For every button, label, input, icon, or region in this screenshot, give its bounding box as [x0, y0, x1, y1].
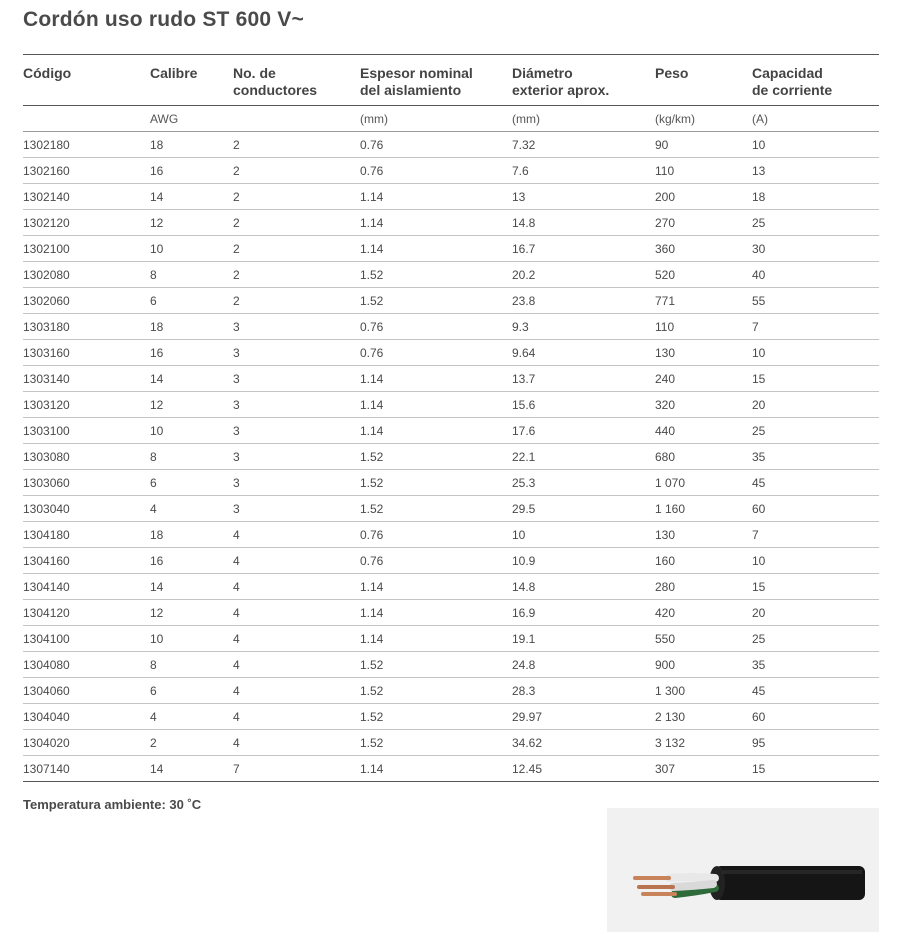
- table-cell: 13: [752, 158, 879, 184]
- table-row: [23, 548, 879, 574]
- table-cell: 1.14: [360, 210, 512, 236]
- column-header-line: Código: [23, 65, 72, 81]
- table-cell: 0.76: [360, 522, 512, 548]
- table-cell: 6: [150, 678, 233, 704]
- ambient-temperature-note: Temperatura ambiente: 30 ˚C: [23, 797, 202, 812]
- table-cell: 1302120: [23, 210, 150, 236]
- table-cell: 110: [655, 158, 752, 184]
- table-cell: 14: [150, 366, 233, 392]
- table-cell: 90: [655, 132, 752, 158]
- table-cell: 1304100: [23, 626, 150, 652]
- table-cell: 1.14: [360, 756, 512, 782]
- column-header-line: Diámetro: [512, 65, 573, 81]
- table-cell: 1302060: [23, 288, 150, 314]
- table-cell: 3: [233, 470, 360, 496]
- table-cell: 110: [655, 314, 752, 340]
- table-cell: 1303120: [23, 392, 150, 418]
- table-cell: 280: [655, 574, 752, 600]
- table-cell: 10: [150, 418, 233, 444]
- table-units-row: [23, 106, 879, 132]
- table-cell: 4: [150, 704, 233, 730]
- table-header-row: [23, 55, 879, 106]
- table-cell: 1304060: [23, 678, 150, 704]
- table-row: [23, 730, 879, 756]
- table-cell: 1 160: [655, 496, 752, 522]
- table-row: [23, 652, 879, 678]
- table-cell: 1.14: [360, 184, 512, 210]
- column-header-line: Espesor nominal: [360, 65, 473, 81]
- column-header-line: exterior aprox.: [512, 82, 610, 98]
- table-cell: 1304040: [23, 704, 150, 730]
- table-cell: 1.52: [360, 262, 512, 288]
- table-cell: 1302180: [23, 132, 150, 158]
- table-row: [23, 366, 879, 392]
- table-cell: 3: [233, 340, 360, 366]
- table-cell: 3: [233, 314, 360, 340]
- table-cell: 1303040: [23, 496, 150, 522]
- table-cell: 9.3: [512, 314, 655, 340]
- table-cell: 6: [150, 288, 233, 314]
- table-cell: 4: [233, 600, 360, 626]
- table-cell: 18: [150, 314, 233, 340]
- table-cell: 1304140: [23, 574, 150, 600]
- table-cell: 130: [655, 522, 752, 548]
- table-cell: 12.45: [512, 756, 655, 782]
- table-cell: 24.8: [512, 652, 655, 678]
- column-header: [23, 55, 150, 106]
- table-cell: 4: [233, 548, 360, 574]
- table-cell: 60: [752, 704, 879, 730]
- column-header-line: Peso: [655, 65, 689, 81]
- table-cell: 1302160: [23, 158, 150, 184]
- table-cell: 1303080: [23, 444, 150, 470]
- table-cell: 25: [752, 626, 879, 652]
- table-cell: 29.97: [512, 704, 655, 730]
- table-cell: 15: [752, 366, 879, 392]
- table-cell: 3: [233, 496, 360, 522]
- table-row: [23, 470, 879, 496]
- column-header-line: Calibre: [150, 65, 198, 81]
- table-cell: 2: [233, 132, 360, 158]
- table-cell: 1.52: [360, 496, 512, 522]
- table-cell: 18: [752, 184, 879, 210]
- table-cell: 16: [150, 548, 233, 574]
- table-cell: 13: [512, 184, 655, 210]
- table-cell: 1.14: [360, 236, 512, 262]
- table-cell: 8: [150, 444, 233, 470]
- unit-cell: (mm): [512, 106, 655, 132]
- table-cell: 7: [752, 522, 879, 548]
- table-cell: 8: [150, 262, 233, 288]
- column-header: [655, 55, 752, 106]
- table-cell: 4: [233, 522, 360, 548]
- table-row: [23, 210, 879, 236]
- table-cell: 0.76: [360, 158, 512, 184]
- table-cell: 1.52: [360, 470, 512, 496]
- table-row: [23, 340, 879, 366]
- table-cell: 1.14: [360, 626, 512, 652]
- column-header-line: Capacidad: [752, 65, 823, 81]
- table-cell: 4: [233, 730, 360, 756]
- table-cell: 1.14: [360, 600, 512, 626]
- table-cell: 1302140: [23, 184, 150, 210]
- table-cell: 15.6: [512, 392, 655, 418]
- table-cell: 15: [752, 756, 879, 782]
- table-cell: 18: [150, 522, 233, 548]
- table-cell: 1304120: [23, 600, 150, 626]
- table-cell: 1303140: [23, 366, 150, 392]
- table-cell: 130: [655, 340, 752, 366]
- table-cell: 17.6: [512, 418, 655, 444]
- table-cell: 22.1: [512, 444, 655, 470]
- column-header-line: conductores: [233, 82, 318, 98]
- table-row: [23, 392, 879, 418]
- unit-cell: AWG: [150, 106, 233, 132]
- table-cell: 95: [752, 730, 879, 756]
- table-cell: 900: [655, 652, 752, 678]
- table-cell: 45: [752, 470, 879, 496]
- table-cell: 1.52: [360, 704, 512, 730]
- table-cell: 680: [655, 444, 752, 470]
- table-cell: 270: [655, 210, 752, 236]
- table-cell: 2: [233, 236, 360, 262]
- white-conductor-2: [673, 884, 713, 887]
- table-cell: 14: [150, 574, 233, 600]
- table-cell: 1.14: [360, 418, 512, 444]
- table-cell: 14.8: [512, 210, 655, 236]
- column-header-line: del aislamiento: [360, 82, 462, 98]
- table-cell: 9.64: [512, 340, 655, 366]
- table-cell: 20: [752, 392, 879, 418]
- table-cell: 10: [752, 340, 879, 366]
- table-row: [23, 522, 879, 548]
- table-cell: 1303100: [23, 418, 150, 444]
- table-row: [23, 314, 879, 340]
- table-cell: 15: [752, 574, 879, 600]
- table-cell: 3: [233, 392, 360, 418]
- table-cell: 520: [655, 262, 752, 288]
- table-cell: 12: [150, 210, 233, 236]
- table-cell: 12: [150, 392, 233, 418]
- table-cell: 1302080: [23, 262, 150, 288]
- table-cell: 12: [150, 600, 233, 626]
- table-cell: 1.52: [360, 730, 512, 756]
- table-cell: 10: [150, 626, 233, 652]
- table-cell: 160: [655, 548, 752, 574]
- table-cell: 55: [752, 288, 879, 314]
- table-row: [23, 132, 879, 158]
- column-header: [150, 55, 233, 106]
- table-row: [23, 496, 879, 522]
- table-cell: 3: [233, 366, 360, 392]
- table-cell: 16: [150, 340, 233, 366]
- table-cell: 10: [512, 522, 655, 548]
- table-row: [23, 184, 879, 210]
- table-cell: 1307140: [23, 756, 150, 782]
- table-cell: 360: [655, 236, 752, 262]
- table-cell: 30: [752, 236, 879, 262]
- table-cell: 6: [150, 470, 233, 496]
- unit-cell: [23, 106, 150, 132]
- table-cell: 40: [752, 262, 879, 288]
- cable-photo: [607, 808, 879, 932]
- table-cell: 25: [752, 210, 879, 236]
- table-cell: 28.3: [512, 678, 655, 704]
- table-cell: 0.76: [360, 548, 512, 574]
- table-cell: 0.76: [360, 340, 512, 366]
- table-cell: 2: [233, 210, 360, 236]
- table-cell: 550: [655, 626, 752, 652]
- table-cell: 1 300: [655, 678, 752, 704]
- table-cell: 1.52: [360, 652, 512, 678]
- spec-table: [23, 54, 879, 782]
- table-cell: 25.3: [512, 470, 655, 496]
- table-row: [23, 236, 879, 262]
- table-cell: 4: [233, 574, 360, 600]
- table-cell: 2: [233, 262, 360, 288]
- table-cell: 2: [233, 158, 360, 184]
- table-row: [23, 574, 879, 600]
- table-cell: 2: [150, 730, 233, 756]
- table-cell: 440: [655, 418, 752, 444]
- table-cell: 1303180: [23, 314, 150, 340]
- table-cell: 1304160: [23, 548, 150, 574]
- table-cell: 1.14: [360, 366, 512, 392]
- table-cell: 16.7: [512, 236, 655, 262]
- table-cell: 1303060: [23, 470, 150, 496]
- table-row: [23, 704, 879, 730]
- table-cell: 1304020: [23, 730, 150, 756]
- table-cell: 1304180: [23, 522, 150, 548]
- table-cell: 7.32: [512, 132, 655, 158]
- column-header: [360, 55, 512, 106]
- unit-cell: (A): [752, 106, 879, 132]
- column-header-line: de corriente: [752, 82, 833, 98]
- column-header: [233, 55, 360, 106]
- table-cell: 2 130: [655, 704, 752, 730]
- table-cell: 240: [655, 366, 752, 392]
- table-cell: 4: [233, 678, 360, 704]
- table-cell: 29.5: [512, 496, 655, 522]
- white-conductor: [669, 877, 715, 878]
- table-cell: 14: [150, 184, 233, 210]
- table-cell: 19.1: [512, 626, 655, 652]
- table-row: [23, 600, 879, 626]
- table-cell: 4: [233, 626, 360, 652]
- table-cell: 1 070: [655, 470, 752, 496]
- table-cell: 0.76: [360, 132, 512, 158]
- table-cell: 2: [233, 184, 360, 210]
- table-cell: 320: [655, 392, 752, 418]
- table-cell: 3 132: [655, 730, 752, 756]
- table-cell: 14: [150, 756, 233, 782]
- table-cell: 16.9: [512, 600, 655, 626]
- table-cell: 16: [150, 158, 233, 184]
- table-row: [23, 678, 879, 704]
- table-cell: 7.6: [512, 158, 655, 184]
- table-cell: 23.8: [512, 288, 655, 314]
- table-cell: 1.14: [360, 392, 512, 418]
- table-cell: 771: [655, 288, 752, 314]
- unit-cell: [233, 106, 360, 132]
- table-row: [23, 262, 879, 288]
- table-cell: 1303160: [23, 340, 150, 366]
- table-cell: 420: [655, 600, 752, 626]
- column-header: [752, 55, 879, 106]
- table-cell: 20.2: [512, 262, 655, 288]
- table-row: [23, 288, 879, 314]
- table-cell: 4: [150, 496, 233, 522]
- table-cell: 10: [150, 236, 233, 262]
- table-cell: 0.76: [360, 314, 512, 340]
- table-cell: 45: [752, 678, 879, 704]
- table-cell: 10: [752, 132, 879, 158]
- table-cell: 8: [150, 652, 233, 678]
- table-cell: 1.52: [360, 678, 512, 704]
- table-cell: 35: [752, 652, 879, 678]
- table-row: [23, 444, 879, 470]
- table-cell: 200: [655, 184, 752, 210]
- table-cell: 3: [233, 444, 360, 470]
- table-cell: 1.52: [360, 444, 512, 470]
- table-cell: 1304080: [23, 652, 150, 678]
- table-cell: 18: [150, 132, 233, 158]
- table-cell: 4: [233, 652, 360, 678]
- table-cell: 4: [233, 704, 360, 730]
- table-cell: 2: [233, 288, 360, 314]
- column-header-line: No. de: [233, 65, 276, 81]
- table-cell: 60: [752, 496, 879, 522]
- table-body: [23, 132, 879, 782]
- unit-cell: (kg/km): [655, 106, 752, 132]
- table-cell: 1302100: [23, 236, 150, 262]
- table-cell: 1.52: [360, 288, 512, 314]
- column-header: [512, 55, 655, 106]
- table-cell: 1.14: [360, 574, 512, 600]
- table-cell: 307: [655, 756, 752, 782]
- table-cell: 10: [752, 548, 879, 574]
- table-cell: 35: [752, 444, 879, 470]
- table-cell: 10.9: [512, 548, 655, 574]
- table-row: [23, 418, 879, 444]
- table-cell: 34.62: [512, 730, 655, 756]
- table-row: [23, 756, 879, 782]
- table-cell: 25: [752, 418, 879, 444]
- table-row: [23, 158, 879, 184]
- unit-cell: (mm): [360, 106, 512, 132]
- table-cell: 20: [752, 600, 879, 626]
- cable-illustration: [607, 808, 879, 932]
- table-cell: 7: [233, 756, 360, 782]
- table-row: [23, 626, 879, 652]
- table-cell: 14.8: [512, 574, 655, 600]
- page-title: Cordón uso rudo ST 600 V~: [23, 8, 304, 31]
- table-cell: 3: [233, 418, 360, 444]
- table-cell: 7: [752, 314, 879, 340]
- table-cell: 13.7: [512, 366, 655, 392]
